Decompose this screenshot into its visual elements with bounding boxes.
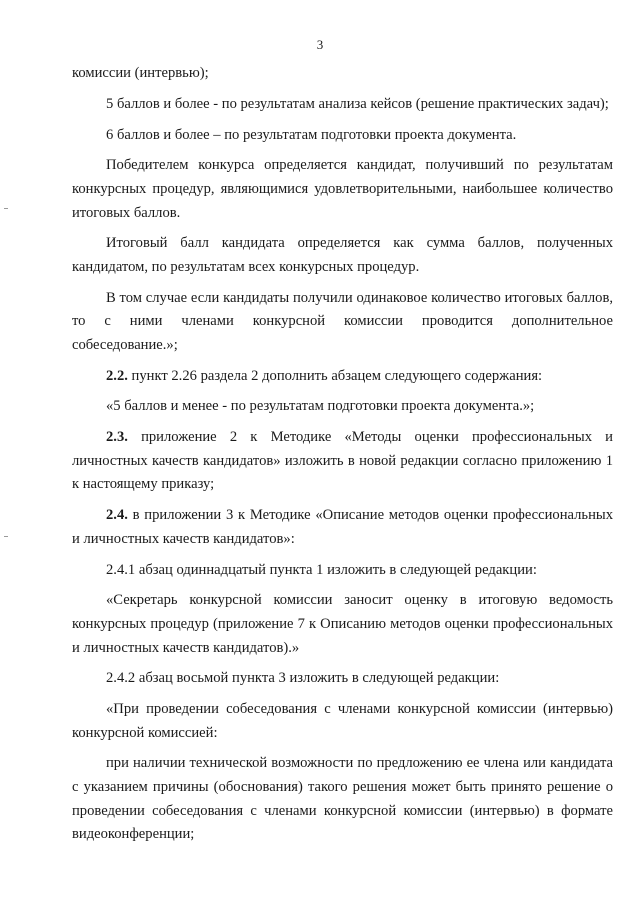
paragraph-12: «Секретарь конкурсной комиссии заносит оценку в итоговую ведомость конкурсных процедур (приложение 7 к Описанию методов оценки профессиональных и личностных качеств кандидатов).» — [72, 592, 613, 656]
paragraph-2-4-2: 2.4.2 абзац восьмой пункта 3 изложить в следующей редакции: — [106, 670, 500, 687]
paragraph-14: «При проведении собеседования с членами конкурсной комиссии (интервью) конкурсной комиссией: — [72, 701, 613, 741]
paragraph-6: В том случае если кандидаты получили одинаковое количество итоговых баллов, то с ними членами конкурсной комиссии проводится дополнительное собеседование.»; — [72, 289, 613, 353]
item-number: 2.2. — [106, 367, 128, 384]
paragraph-2: 5 баллов и более - по результатам анализа кейсов (решение практических задач); — [106, 95, 609, 112]
paragraph-2-4-1: 2.4.1 абзац одиннадцатый пункта 1 изложить в следующей редакции: — [106, 561, 537, 578]
item-number: 2.3. — [106, 429, 128, 446]
paragraph-8: «5 баллов и менее - по результатам подготовки проекта документа.»; — [106, 398, 535, 415]
paragraph-4: Победителем конкурса определяется кандидат, получивший по результатам конкурсных процедур, являющимися удовлетворительными, наибольшее количество итоговых баллов. — [72, 157, 613, 221]
item-number: 2.4. — [106, 507, 128, 524]
paragraph-2-2 — [72, 365, 613, 389]
item-text: приложение 2 к Методике «Методы оценки профессиональных и личностных качеств кандидатов» изложить в новой редакции согласно приложению 1 к настоящему приказу; — [72, 429, 613, 493]
scan-edge-mark — [4, 536, 8, 537]
document-body — [72, 62, 613, 854]
scan-edge-mark — [4, 208, 8, 209]
item-text: в приложении 3 к Методике «Описание методов оценки профессиональных и личностных качеств кандидатов»: — [72, 507, 613, 547]
paragraph-3: 6 баллов и более – по результатам подготовки проекта документа. — [106, 126, 517, 143]
item-text: пункт 2.26 раздела 2 дополнить абзацем следующего содержания: — [127, 367, 543, 384]
paragraph-5: Итоговый балл кандидата определяется как сумма баллов, полученных кандидатом, по результатам всех конкурсных процедур. — [72, 235, 613, 275]
paragraph-2-4 — [72, 504, 613, 551]
page-number: 3 — [316, 37, 324, 52]
paragraph-2-3 — [72, 426, 613, 497]
paragraph-1: комиссии (интервью); — [72, 65, 209, 81]
paragraph-15: при наличии технической возможности по предложению ее члена или кандидата с указанием причины (обоснования) такого решения может быть принято решение о проведении собеседования с членами конкурсной комиссии (интервью) в формате видеоконференции; — [72, 755, 613, 843]
